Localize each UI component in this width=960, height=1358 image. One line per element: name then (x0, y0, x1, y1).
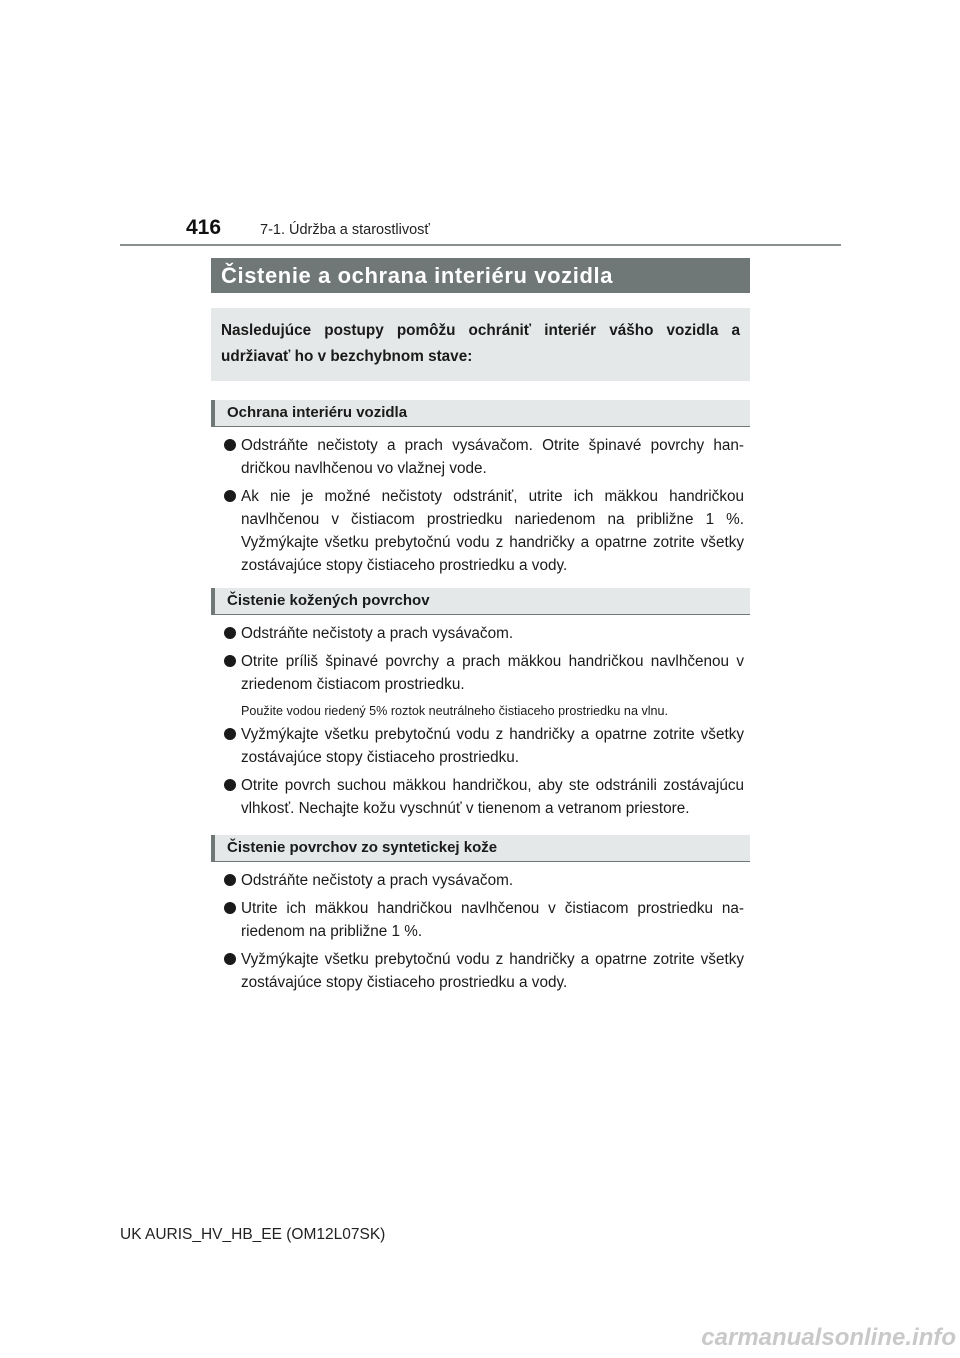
bullet-icon (224, 439, 236, 451)
bullet-icon (224, 490, 236, 502)
section-synthetic-leather-cleaning (211, 835, 750, 994)
bullet-icon (224, 728, 236, 740)
list-item: Odstráňte nečistoty a prach vysávačom. Otrite špinavé povrchy handričkou navlhčenou vo vlažnej vode. (211, 434, 750, 480)
list-item: Odstráňte nečistoty a prach vysávačom. (211, 869, 750, 892)
page-title: Čistenie a ochrana interiéru vozidla (211, 258, 750, 293)
bullet-icon (224, 779, 236, 791)
list-item: Vyžmýkajte všetku prebytočnú vodu z handričky a opatrne zotrite všetky zostávajúce stopy čistiaceho prostriedku. (211, 723, 750, 769)
section-interior-protection (211, 400, 750, 577)
bullet-list (211, 622, 750, 696)
footer-document-code: UK AURIS_HV_HB_EE (OM12L07SK) (120, 1226, 386, 1243)
bullet-list (211, 869, 750, 994)
bullet-list (211, 434, 750, 577)
list-item: Utrite ich mäkkou handričkou navlhčenou v čistiacom prostriedku nariedenom na približne 1 %. (211, 897, 750, 943)
bullet-icon (224, 627, 236, 639)
list-item: Otrite povrch suchou mäkkou handričkou, aby ste odstránili zostávajúcu vlhkosť. Nechajte kožu vyschnúť v tienenom a vetranom priestore. (211, 774, 750, 820)
watermark-logo: carmanualsonline.info (701, 1324, 956, 1351)
list-item: Vyžmýkajte všetku prebytočnú vodu z handričky a opatrne zotrite všetky zostávajúce stopy čistiaceho prostriedku a vody. (211, 948, 750, 994)
note-text: Použite vodou riedený 5% roztok neutrálneho čistiaceho prostriedku na vlnu. (241, 704, 669, 718)
bullet-icon (224, 953, 236, 965)
bullet-icon (224, 655, 236, 667)
list-item: Odstráňte nečistoty a prach vysávačom. (211, 622, 750, 645)
section-leather-cleaning (211, 588, 750, 820)
list-item: Otrite príliš špinavé povrchy a prach mäkkou handričkou navlhčenou v zriedenom čistiacom prostriedku. (211, 650, 750, 696)
intro-box: Nasledujúce postupy pomôžu ochrániť interiér vášho vozidla a udržiavať ho v bezchybnom stave: (211, 308, 750, 381)
header-rule (120, 244, 841, 246)
page-number: 416 (186, 216, 222, 239)
section-heading: Čistenie kožených povrchov (211, 588, 750, 615)
section-reference: 7-1. Údržba a starostlivosť (260, 222, 430, 238)
page-content (211, 258, 750, 999)
bullet-list (211, 723, 750, 820)
list-item: Ak nie je možné nečistoty odstrániť, utrite ich mäkkou handričkou navlhčenou v čistiacom prostriedku nariedenom na približne 1 %. Vyžmýkajte všetku prebytočnú vodu z handričky a opatrne zotrite všetky zostávajúce stopy čistiaceho prostriedku a vody. (211, 485, 750, 577)
bullet-icon (224, 902, 236, 914)
section-heading: Čistenie povrchov zo syntetickej kože (211, 835, 750, 862)
bullet-icon (224, 874, 236, 886)
section-heading: Ochrana interiéru vozidla (211, 400, 750, 427)
